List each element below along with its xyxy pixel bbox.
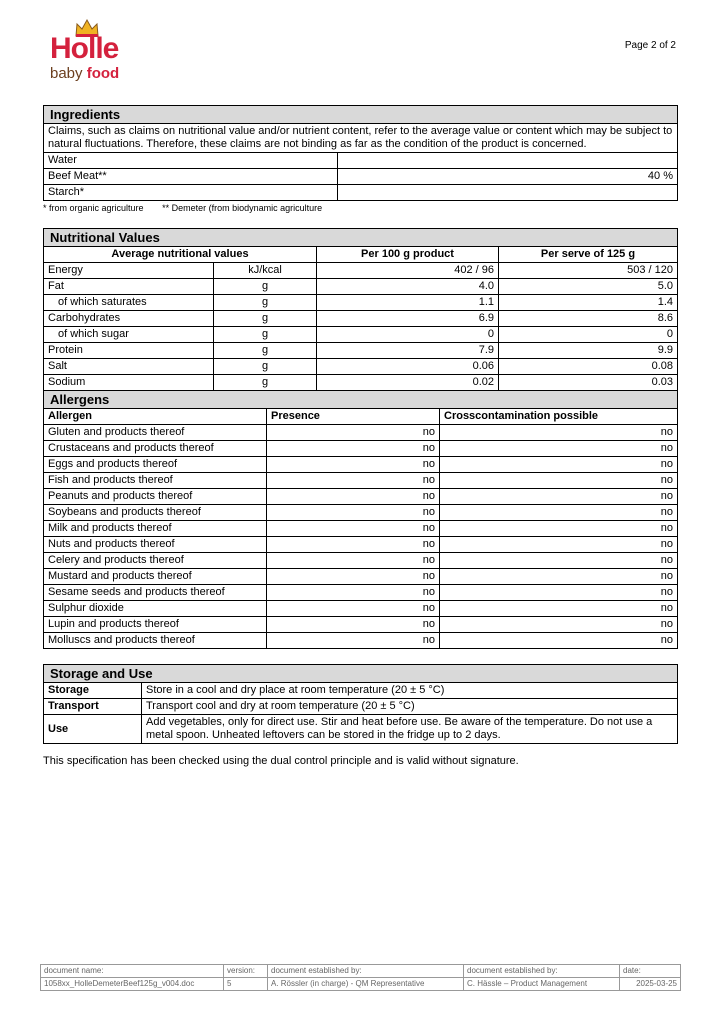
allergen-row: [44, 521, 678, 537]
nutrition-row: [44, 359, 678, 375]
nutrient-per100: 6.9: [317, 311, 499, 327]
storage-text: Transport cool and dry at room temperature (20 ± 5 °C): [142, 699, 678, 715]
ingredient-row: [44, 169, 678, 185]
nutrient-per100: 0: [317, 327, 499, 343]
nutrition-col-per100: Per 100 g product: [317, 247, 499, 263]
allergen-presence: no: [267, 457, 440, 473]
allergen-cross: no: [440, 553, 678, 569]
logo-tagline: baby food: [50, 65, 120, 82]
ingredient-row: [44, 185, 678, 201]
nutrient-unit: g: [214, 359, 317, 375]
ingredient-name: Beef Meat**: [44, 169, 338, 185]
allergen-cross: no: [440, 617, 678, 633]
allergens-col-presence: Presence: [267, 409, 440, 425]
allergen-presence: no: [267, 473, 440, 489]
allergen-name: Eggs and products thereof: [44, 457, 267, 473]
ingredient-percent: [338, 153, 678, 169]
nutrient-serve: 1.4: [499, 295, 678, 311]
allergen-name: Milk and products thereof: [44, 521, 267, 537]
storage-title: Storage and Use: [44, 665, 678, 683]
nutrient-unit: g: [214, 343, 317, 359]
allergen-name: Lupin and products thereof: [44, 617, 267, 633]
allergen-cross: no: [440, 633, 678, 649]
allergen-presence: no: [267, 585, 440, 601]
nutrition-table: [43, 228, 678, 391]
allergen-presence: no: [267, 553, 440, 569]
storage-row: [44, 683, 678, 699]
allergen-presence: no: [267, 425, 440, 441]
nutrient-unit: g: [214, 279, 317, 295]
allergen-row: [44, 617, 678, 633]
allergen-presence: no: [267, 441, 440, 457]
allergen-cross: no: [440, 537, 678, 553]
allergen-presence: no: [267, 505, 440, 521]
allergen-row: [44, 585, 678, 601]
allergen-row: [44, 441, 678, 457]
footer-value: 1058xx_HolleDemeterBeef125g_v004.doc: [41, 978, 224, 991]
allergen-cross: no: [440, 489, 678, 505]
nutrient-serve: 503 / 120: [499, 263, 678, 279]
nutrient-serve: 0.08: [499, 359, 678, 375]
nutrient-unit: g: [214, 375, 317, 391]
storage-label: Use: [44, 715, 142, 744]
footer-value: 5: [224, 978, 268, 991]
ingredient-name: Water: [44, 153, 338, 169]
nutrition-col-serve: Per serve of 125 g: [499, 247, 678, 263]
storage-text: Add vegetables, only for direct use. Stir and heat before use. Be aware of the temperature. Do not use a metal spoon. Unheated leftovers can be stored in the fridge up to 2 days.: [142, 715, 678, 744]
nutrient-name: Salt: [44, 359, 214, 375]
nutrient-name: Energy: [44, 263, 214, 279]
footer-value: A. Rössler (in charge) - QM Representative: [268, 978, 464, 991]
storage-table: [43, 664, 678, 744]
nutrition-row: [44, 343, 678, 359]
allergen-name: Nuts and products thereof: [44, 537, 267, 553]
nutrient-per100: 1.1: [317, 295, 499, 311]
allergen-row: [44, 537, 678, 553]
nutrient-name: of which saturates: [44, 295, 214, 311]
allergen-name: Sesame seeds and products thereof: [44, 585, 267, 601]
nutrient-serve: 5.0: [499, 279, 678, 295]
footer-label: date:: [620, 965, 681, 978]
allergen-cross: no: [440, 521, 678, 537]
allergen-presence: no: [267, 617, 440, 633]
footer-label: document established by:: [464, 965, 620, 978]
nutrient-name: Carbohydrates: [44, 311, 214, 327]
nutrient-serve: 0.03: [499, 375, 678, 391]
allergen-row: [44, 489, 678, 505]
footer-value: 2025-03-25: [620, 978, 681, 991]
allergen-cross: no: [440, 441, 678, 457]
nutrient-per100: 4.0: [317, 279, 499, 295]
nutrition-row: [44, 311, 678, 327]
allergen-name: Molluscs and products thereof: [44, 633, 267, 649]
ingredients-title: Ingredients: [44, 106, 678, 124]
allergen-row: [44, 425, 678, 441]
allergen-row: [44, 505, 678, 521]
nutrition-title: Nutritional Values: [44, 229, 678, 247]
nutrient-name: Sodium: [44, 375, 214, 391]
allergen-row: [44, 553, 678, 569]
storage-row: [44, 715, 678, 744]
allergen-presence: no: [267, 489, 440, 505]
storage-label: Storage: [44, 683, 142, 699]
nutrient-per100: 7.9: [317, 343, 499, 359]
allergen-row: [44, 473, 678, 489]
holle-logo: [44, 18, 134, 86]
nutrient-unit: g: [214, 311, 317, 327]
allergen-presence: no: [267, 569, 440, 585]
validity-statement: This specification has been checked using the dual control principle and is valid without signature.: [43, 755, 519, 767]
nutrition-row: [44, 295, 678, 311]
nutrient-serve: 9.9: [499, 343, 678, 359]
ingredient-row: [44, 153, 678, 169]
nutrient-serve: 8.6: [499, 311, 678, 327]
allergen-name: Peanuts and products thereof: [44, 489, 267, 505]
allergen-row: [44, 633, 678, 649]
storage-label: Transport: [44, 699, 142, 715]
ingredient-percent: [338, 185, 678, 201]
nutrient-per100: 0.06: [317, 359, 499, 375]
allergens-col-cross: Crosscontamination possible: [440, 409, 678, 425]
nutrient-unit: kJ/kcal: [214, 263, 317, 279]
allergen-row: [44, 569, 678, 585]
allergen-presence: no: [267, 521, 440, 537]
footer-label: document name:: [41, 965, 224, 978]
nutrient-name: of which sugar: [44, 327, 214, 343]
footer-value: C. Hässle – Product Management: [464, 978, 620, 991]
document-footer: [40, 964, 681, 991]
allergen-name: Fish and products thereof: [44, 473, 267, 489]
nutrient-unit: g: [214, 295, 317, 311]
nutrient-name: Protein: [44, 343, 214, 359]
nutrition-row: [44, 279, 678, 295]
nutrient-per100: 0.02: [317, 375, 499, 391]
allergen-row: [44, 601, 678, 617]
ingredient-percent: 40 %: [338, 169, 678, 185]
footer-label: document established by:: [268, 965, 464, 978]
ingredients-claims: Claims, such as claims on nutritional value and/or nutrient content, refer to the average value or content which may be subject to natural fluctuations. Therefore, these claims are not binding as far as the condition of the product is concerned.: [44, 124, 678, 153]
allergen-cross: no: [440, 569, 678, 585]
ingredients-table: [43, 105, 678, 201]
nutrition-col-name: Average nutritional values: [44, 247, 317, 263]
allergen-presence: no: [267, 633, 440, 649]
ingredient-name: Starch*: [44, 185, 338, 201]
allergen-name: Gluten and products thereof: [44, 425, 267, 441]
nutrition-row: [44, 375, 678, 391]
allergen-presence: no: [267, 601, 440, 617]
nutrition-row: [44, 327, 678, 343]
allergens-title: Allergens: [44, 391, 678, 409]
nutrient-serve: 0: [499, 327, 678, 343]
allergen-name: Mustard and products thereof: [44, 569, 267, 585]
allergen-name: Sulphur dioxide: [44, 601, 267, 617]
allergen-name: Soybeans and products thereof: [44, 505, 267, 521]
allergen-presence: no: [267, 537, 440, 553]
footer-label: version:: [224, 965, 268, 978]
allergen-row: [44, 457, 678, 473]
storage-text: Store in a cool and dry place at room temperature (20 ± 5 °C): [142, 683, 678, 699]
allergen-cross: no: [440, 473, 678, 489]
allergen-name: Crustaceans and products thereof: [44, 441, 267, 457]
nutrient-name: Fat: [44, 279, 214, 295]
nutrition-row: [44, 263, 678, 279]
storage-row: [44, 699, 678, 715]
page-number: Page 2 of 2: [624, 40, 676, 51]
logo-brand: Holle: [50, 32, 119, 65]
nutrient-per100: 402 / 96: [317, 263, 499, 279]
allergens-table: [43, 390, 678, 649]
ingredients-notes: * from organic agriculture ** Demeter (from biodynamic agriculture: [43, 203, 323, 213]
allergen-cross: no: [440, 601, 678, 617]
allergen-cross: no: [440, 585, 678, 601]
allergen-cross: no: [440, 457, 678, 473]
allergens-col-allergen: Allergen: [44, 409, 267, 425]
allergen-name: Celery and products thereof: [44, 553, 267, 569]
nutrient-unit: g: [214, 327, 317, 343]
allergen-cross: no: [440, 425, 678, 441]
allergen-cross: no: [440, 505, 678, 521]
